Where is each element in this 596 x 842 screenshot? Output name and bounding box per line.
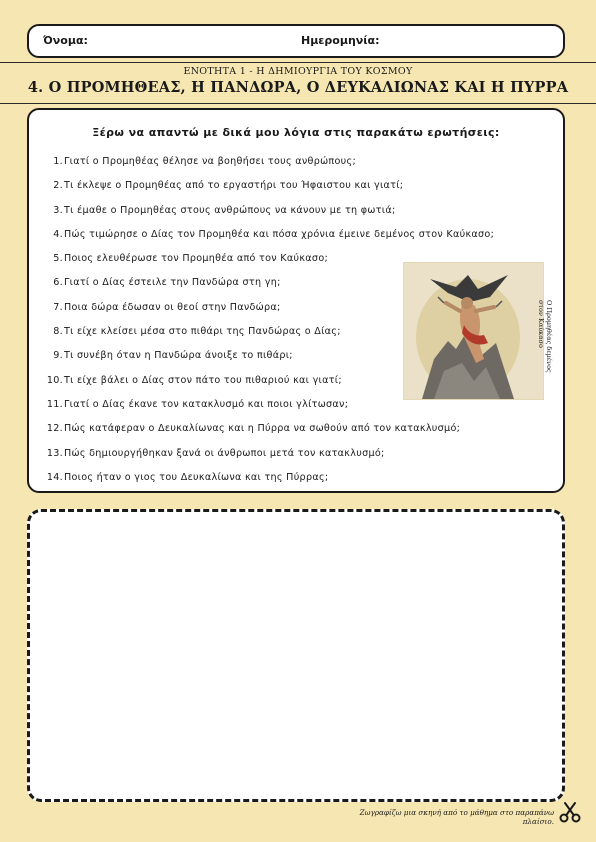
instructions-text: Ξέρω να απαντώ με δικά μου λόγια στις παρακάτω ερωτήσεις: [92,126,500,139]
question-number: 11. [46,398,63,410]
prometheus-illustration [403,262,544,400]
question-number: 6. [53,277,63,289]
question-item [29,448,494,472]
question-number: 4. [53,228,63,240]
question-text: Τι είχε κλείσει μέσα στο πιθάρι της Πανδώρας ο Δίας; [64,326,341,338]
question-text: Ποιος ελευθέρωσε τον Προμηθέα από τον Καύκασο; [64,253,329,265]
question-text: Ποιος ήταν ο γιος του Δευκαλίωνα και της Πύρρας; [64,471,329,483]
question-number: 12. [46,423,63,435]
date-field-label: Ημερομηνία: [301,34,380,47]
question-number: 5. [53,253,63,265]
question-number: 3. [53,204,63,216]
question-number: 7. [53,301,63,313]
question-item [29,399,494,423]
question-text: Τι είχε βάλει ο Δίας στον πάτο του πιθαριού και γιατί; [64,374,342,386]
question-item [29,205,494,229]
question-number: 13. [46,447,63,459]
question-number: 14. [46,471,63,483]
question-number: 2. [53,180,63,192]
question-text: Πώς δημιουργήθηκαν ξανά οι άνθρωποι μετά τον κατακλυσμό; [64,447,385,459]
question-number: 1. [53,156,63,167]
question-text: Πώς κατάφεραν ο Δευκαλίωνας και η Πύρρα να σωθούν από τον κατακλυσμό; [64,423,461,435]
lesson-title-banner [0,62,596,104]
drawing-area[interactable] [27,509,565,802]
question-item [29,156,494,180]
question-text: Τι έκλεψε ο Προμηθέας από το εργαστήρι του Ήφαιστου και γιατί; [64,180,404,192]
unit-heading: ΕΝΟΤΗΤΑ 1 - Η ΔΗΜΙΟΥΡΓΙΑ ΤΟΥ ΚΟΣΜΟΥ [183,66,413,77]
question-text: Τι συνέβη όταν η Πανδώρα άνοιξε το πιθάρι; [64,350,293,362]
scissors-icon [558,800,582,824]
question-number: 8. [53,326,63,338]
question-number: 9. [53,350,63,362]
question-item [29,180,494,204]
question-text: Γιατί ο Προμηθέας θέλησε να βοηθήσει τους ανθρώπους; [64,156,356,167]
drawing-instruction: Ζωγραφίζω μια σκηνή από το μάθημα στο παραπάνω πλαίσιο. [359,808,554,826]
lesson-title: 4. Ο ΠΡΟΜΗΘΕΑΣ, Η ΠΑΝΔΩΡΑ, Ο ΔΕΥΚΑΛΙΩΝΑΣ ΚΑΙ Η ΠΥΡΡΑ [27,79,569,96]
question-text: Γιατί ο Δίας έκανε τον κατακλυσμό και ποιοι γλίτωσαν; [64,398,349,410]
name-field-label: Όνομα: [43,34,88,47]
questions-panel [27,108,565,493]
question-text: Τι έμαθε ο Προμηθέας στους ανθρώπους να κάνουν με τη φωτιά; [64,204,396,216]
question-text: Πώς τιμώρησε ο Δίας τον Προμηθέα και πόσα χρόνια έμεινε δεμένος στον Καύκασο; [64,228,495,240]
name-date-bar [27,24,565,58]
question-item [29,229,494,253]
question-text: Ποια δώρα έδωσαν οι θεοί στην Πανδώρα; [64,301,281,313]
question-item [29,423,494,447]
prometheus-drawing [404,263,543,399]
question-text: Γιατί ο Δίας έστειλε την Πανδώρα στη γη; [64,277,281,289]
question-item [29,472,494,496]
question-number: 10. [46,374,63,386]
illustration-caption: Ο Προμηθέας δεμένος στον Καύκασο [537,300,553,373]
